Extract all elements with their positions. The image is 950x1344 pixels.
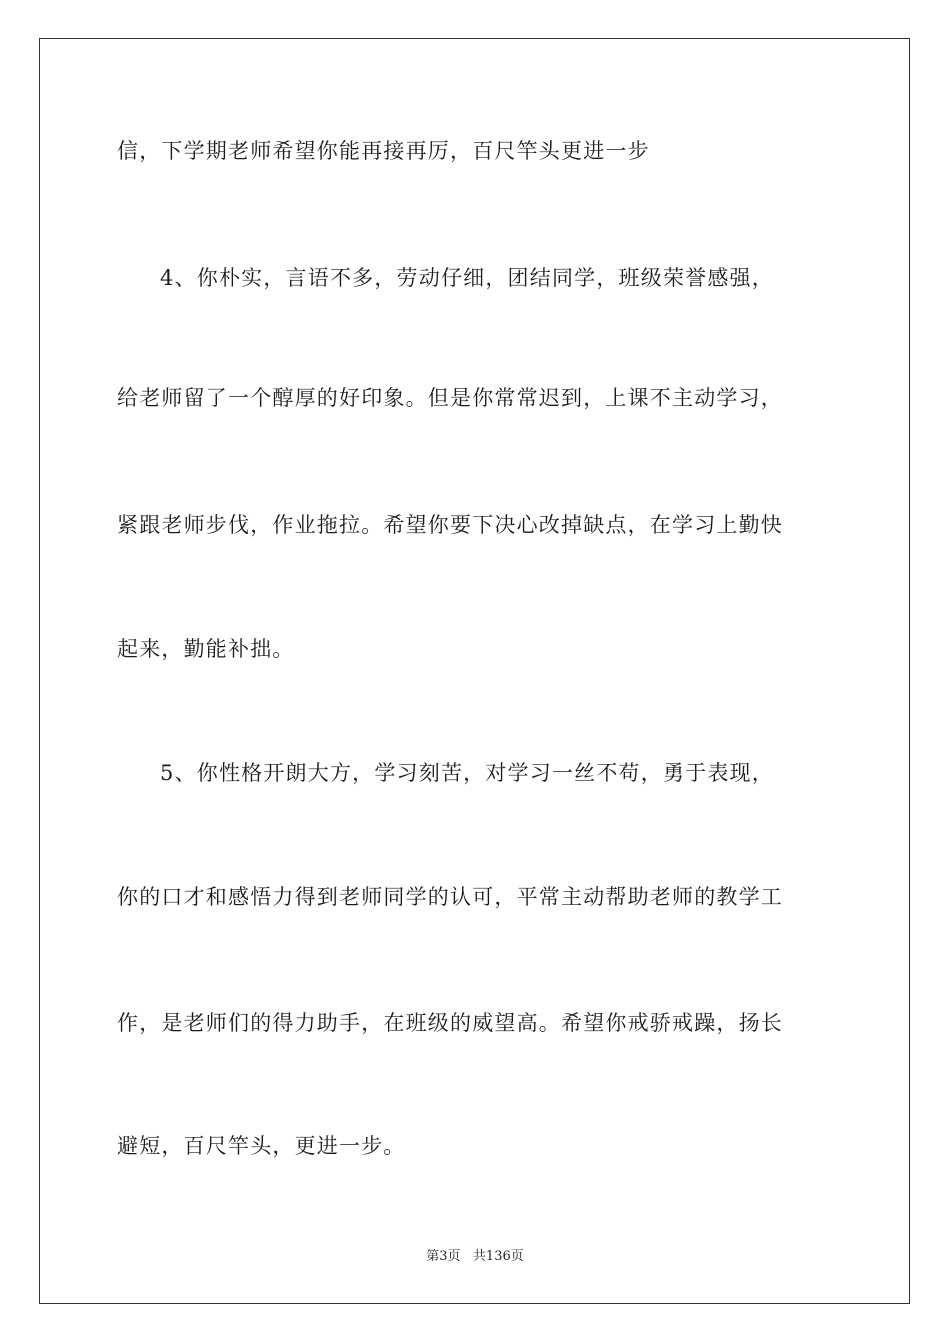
page-footer [0,1248,950,1266]
text-line: 起来，勤能补拙。 [117,637,295,661]
text-line: 避短，百尺竿头，更进一步。 [117,1134,406,1158]
page-number: 第3页 [426,1249,461,1264]
text-line: 作，是老师们的得力助手，在班级的威望高。希望你戒骄戒躁，扬长 [117,1011,783,1035]
text-line: 紧跟老师步伐，作业拖拉。希望你要下决心改掉缺点，在学习上勤快 [117,513,783,537]
page-total: 共136页 [472,1249,524,1264]
text-line: 给老师留了一个醇厚的好印象。但是你常常迟到，上课不主动学习， [117,386,783,410]
page-frame [39,38,910,1304]
text-line: 4、你朴实，言语不多，劳动仔细，团结同学，班级荣誉感强， [160,266,774,290]
text-line: 你的口才和感悟力得到老师同学的认可，平常主动帮助老师的教学工 [117,885,783,909]
text-line: 5、你性格开朗大方，学习刻苦，对学习一丝不苟，勇于表现， [160,761,774,785]
text-line: 信，下学期老师希望你能再接再厉，百尺竿头更进一步 [117,139,650,163]
